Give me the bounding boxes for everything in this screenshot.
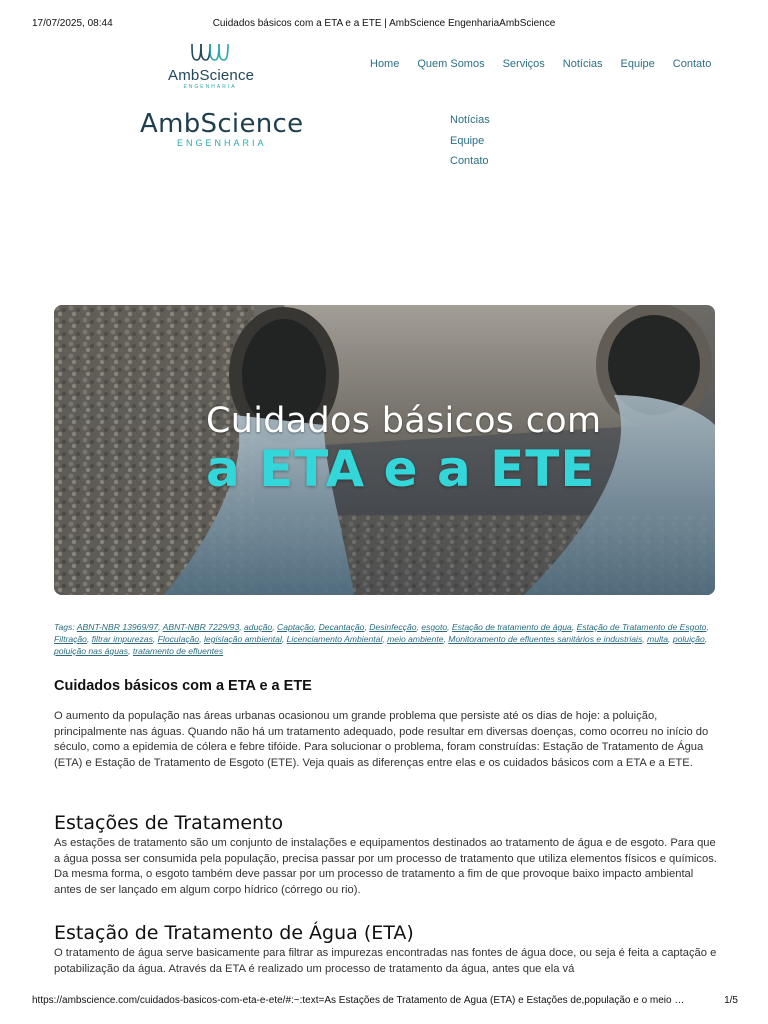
- tags-label: Tags:: [54, 622, 75, 632]
- subnav-equipe[interactable]: Equipe: [450, 134, 485, 147]
- tag-link[interactable]: Floculação: [157, 634, 200, 644]
- tag-link[interactable]: meio ambiente: [387, 634, 444, 644]
- tag-link[interactable]: Monitoramento de efluentes sanitários e industriais: [448, 634, 643, 644]
- article-intro: O aumento da população nas áreas urbanas ocasionou um grande problema que persiste até os dias de hoje: a poluição, principalmente nas águas. Quando não há um tratamento adequado, pode resultar em diversas doenças, como ocorreu no início do século, como a epidemia de cólera e febre tifóide. Para solucionar o problema, foram construídas: Estação de Tratamento de Água (ETA) e Estação de Tratamento de Esgoto (ETE). Veja quais as diferenças entre elas e os cuidados básicos com a ETA e a ETE.: [54, 710, 709, 769]
- tag-link[interactable]: Filtração: [54, 634, 87, 644]
- tag-link[interactable]: Decantação: [318, 622, 365, 632]
- nav-noticias[interactable]: Notícias: [562, 58, 603, 70]
- large-logo[interactable]: [140, 110, 303, 148]
- logo-wave-icon: [189, 40, 231, 66]
- section-title-eta: Estação de Tratamento de Água (ETA): [54, 922, 414, 944]
- nav-quem-somos[interactable]: Quem Somos: [417, 58, 485, 70]
- article-title: Cuidados básicos com a ETA e a ETE: [54, 677, 312, 694]
- tag-link[interactable]: poluição: [672, 634, 705, 644]
- print-page-number: 1/5: [724, 995, 738, 1006]
- tag-link[interactable]: filtrar impurezas: [91, 634, 153, 644]
- tag-link[interactable]: adução: [244, 622, 273, 632]
- tag-link[interactable]: ABNT-NBR 13969/97: [76, 622, 159, 632]
- large-logo-tagline: ENGENHARIA: [176, 138, 267, 148]
- tag-link[interactable]: legislação ambiental: [204, 634, 282, 644]
- hero-title-line1: Cuidados básicos com: [206, 401, 602, 441]
- nav-contato[interactable]: Contato: [672, 58, 712, 70]
- tag-link[interactable]: multa: [647, 634, 669, 644]
- tags-list: Tags: ABNT-NBR 13969/97, ABNT-NBR 7229/93, adução, Captação, Decantação, Desinfecção, esgoto, Estação de tratamento de água, Estação de Tratamento de Esgoto, Filtração, filtrar impurezas, Floculação, legislação ambiental, Licenciamento Ambiental, meio ambiente, Monitoramento de efluentes sanitários e industriais, multa, poluição, poluição nas águas, tratamento de efluentes: [54, 622, 709, 656]
- tag-link[interactable]: Estação de tratamento de água: [451, 622, 572, 632]
- hero-banner: [54, 305, 715, 595]
- section-title-estacoes: Estações de Tratamento: [54, 812, 284, 834]
- logo-tagline: ENGENHARIA: [183, 84, 237, 90]
- tag-link[interactable]: Captação: [277, 622, 314, 632]
- subnav-noticias[interactable]: Notícias: [450, 114, 490, 126]
- site-logo[interactable]: [168, 40, 255, 90]
- tag-link[interactable]: tratamento de efluentes: [132, 646, 224, 656]
- main-nav: [370, 58, 711, 70]
- print-page-title: Cuidados básicos com a ETA e a ETE | AmbScience EngenhariaAmbScience: [212, 18, 556, 29]
- nav-home[interactable]: Home: [370, 58, 400, 70]
- logo-name: AmbScience: [168, 67, 255, 84]
- hero-title-line2: a ETA e a ETE: [206, 440, 596, 498]
- large-logo-name: AmbScience: [140, 109, 304, 139]
- print-datetime: 17/07/2025, 08:44: [32, 18, 113, 29]
- subnav-contato[interactable]: Contato: [450, 155, 489, 167]
- tag-link[interactable]: ABNT-NBR 7229/93: [162, 622, 240, 632]
- tag-link[interactable]: Desinfecção: [369, 622, 417, 632]
- tag-link[interactable]: poluição nas águas: [54, 646, 129, 656]
- nav-servicos[interactable]: Serviços: [502, 58, 545, 70]
- section-text-estacoes: As estações de tratamento são um conjunto de instalações e equipamentos destinados ao tratamento de água e de esgoto. Para que a água possa ser consumida pela população, precisa passar por um processo de tratamento que utiliza elementos físicos e químicos. Da mesma forma, o esgoto também deve passar por um processo de tratamento a fim de que provoque baixo impacto ambiental antes de ser lançado em algum corpo hídrico (córrego ou rio).: [54, 837, 717, 896]
- section-text-eta: O tratamento de água serve basicamente para filtrar as impurezas encontradas nas fontes de água doce, ou seja é feita a captação e potabilização da água. Através da ETA é realizado um processo de tratamento da água, antes que ela vá: [54, 947, 717, 975]
- tag-link[interactable]: Estação de Tratamento de Esgoto: [576, 622, 707, 632]
- tag-link[interactable]: esgoto: [421, 622, 448, 632]
- tag-link[interactable]: Licenciamento Ambiental: [286, 634, 383, 644]
- nav-equipe[interactable]: Equipe: [620, 58, 655, 70]
- secondary-nav: [450, 110, 490, 172]
- print-url: https://ambscience.com/cuidados-basicos-com-eta-e-ete/#:~:text=As Estações de Tratamento de Água (ETA) e Estações de,população e o meio …: [32, 995, 685, 1006]
